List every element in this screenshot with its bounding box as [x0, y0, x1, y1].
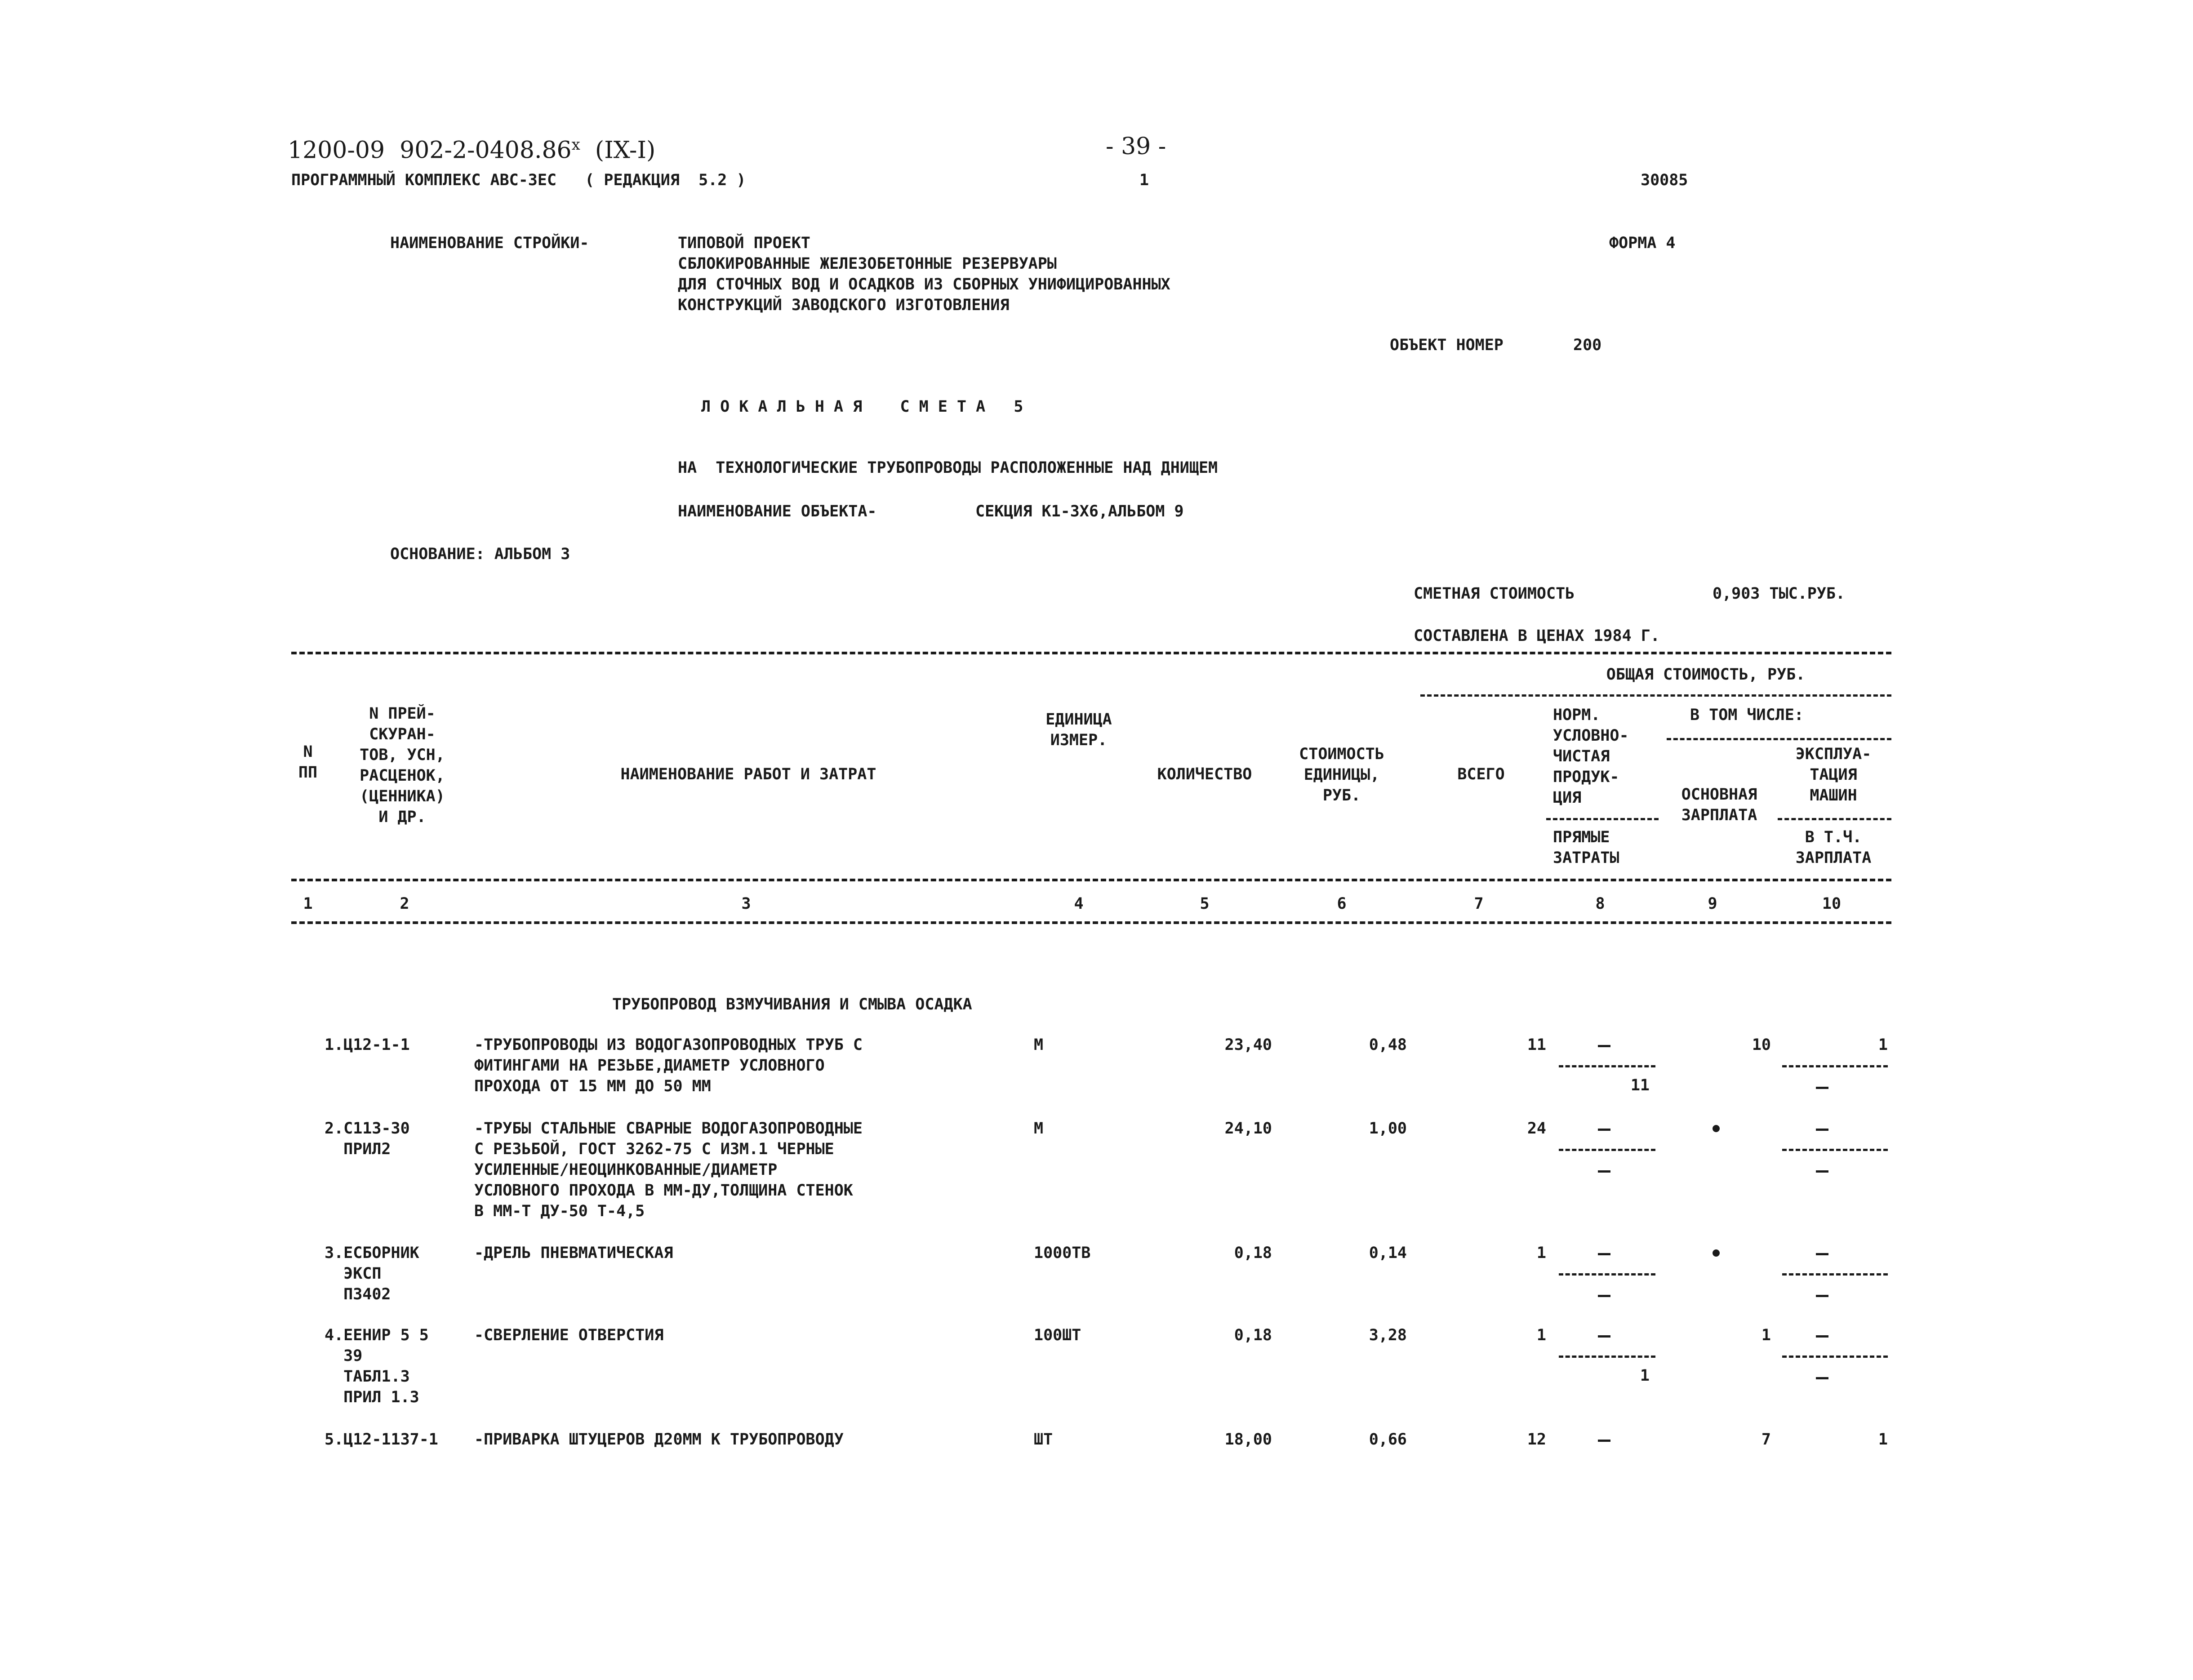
page-number: - 39 - [1106, 133, 1166, 160]
program-line: ПРОГРАММНЫЙ КОМПЛЕКС АВС-3ЕС ( РЕДАКЦИЯ 5.2 ) [291, 171, 746, 189]
column-header-name: НАИМЕНОВАНИЕ РАБОТ И ЗАТРАТ [620, 765, 876, 783]
row-qty: 0,18 [1234, 1244, 1272, 1262]
row-name: -ДРЕЛЬ ПНЕВМАТИЧЕСКАЯ [474, 1244, 673, 1262]
row-price: 3,28 [1369, 1326, 1407, 1344]
column-number: 1 [303, 895, 313, 913]
machine-divider [1782, 1065, 1888, 1067]
row-name: -ПРИВАРКА ШТУЦЕРОВ Д20ММ К ТРУБОПРОВОДУ [474, 1431, 844, 1449]
cost-value: 0,903 ТЫС.РУБ. [1713, 585, 1846, 603]
column-number: 3 [741, 895, 751, 913]
row-price: 0,14 [1369, 1244, 1407, 1262]
row-total: 1 [1536, 1326, 1546, 1344]
column-number: 7 [1474, 895, 1484, 913]
norm-direct-divider [1559, 1356, 1655, 1358]
machine-salary-empty-mark [1816, 1377, 1828, 1379]
row-salary: 10 [1752, 1036, 1771, 1054]
column-header-incl: В ТОМ ЧИСЛЕ: [1690, 706, 1804, 724]
machine-divider [1782, 1149, 1888, 1151]
row-unit: М [1034, 1120, 1044, 1138]
row-unit: 1000ТВ [1034, 1244, 1091, 1262]
column-header-total-group: ОБЩАЯ СТОИМОСТЬ, РУБ. [1606, 666, 1806, 684]
header-bottom-rule [291, 879, 1891, 881]
object-label: ОБЪЕКТ НОМЕР [1390, 336, 1504, 354]
row-unit: М [1034, 1036, 1044, 1054]
column-header-norm: НОРМ. УСЛОВНО- ЧИСТАЯ ПРОДУК- ЦИЯ [1553, 706, 1629, 807]
column-header-price: СТОИМОСТЬ ЕДИНИЦЫ, РУБ. [1299, 745, 1384, 804]
norm-direct-rule [1546, 818, 1659, 820]
column-numbers-rule [291, 921, 1891, 924]
row-qty: 23,40 [1224, 1036, 1272, 1054]
row-code: 1.Ц12-1-1 [325, 1036, 410, 1054]
row-qty: 0,18 [1234, 1326, 1272, 1344]
column-number: 6 [1337, 895, 1347, 913]
row-code: 3.ЕСБОРНИК ЭКСП П3402 [325, 1244, 419, 1303]
column-header-total: ВСЕГО [1457, 765, 1505, 783]
incl-header-rule [1667, 738, 1891, 740]
row-machine: 1 [1878, 1036, 1888, 1054]
row-salary: 7 [1761, 1431, 1771, 1449]
direct-empty-mark [1598, 1295, 1610, 1297]
prices-note: СОСТАВЛЕНА В ЦЕНАХ 1984 Г. [1414, 627, 1660, 645]
form-label: ФОРМА 4 [1609, 234, 1676, 252]
norm-empty-mark [1598, 1440, 1610, 1442]
salary-empty-dot [1713, 1249, 1720, 1257]
direct-empty-mark [1598, 1170, 1610, 1173]
norm-direct-divider [1559, 1065, 1655, 1067]
row-name: -СВЕРЛЕНИЕ ОТВЕРСТИЯ [474, 1326, 664, 1344]
row-code: 5.Ц12-1137-1 [325, 1431, 438, 1449]
object-name-label: НАИМЕНОВАНИЕ ОБЪЕКТА- [678, 502, 877, 520]
column-number: 2 [400, 895, 409, 913]
column-number: 4 [1074, 895, 1084, 913]
cost-label: СМЕТНАЯ СТОИМОСТЬ [1414, 585, 1575, 603]
column-header-no: N ПП [298, 743, 318, 782]
norm-direct-divider [1559, 1149, 1655, 1151]
row-total: 1 [1536, 1244, 1546, 1262]
basis: ОСНОВАНИЕ: АЛЬБОМ 3 [390, 545, 570, 563]
row-price: 0,48 [1369, 1036, 1407, 1054]
column-header-machine-salary: В Т.Ч. ЗАРПЛАТА [1795, 828, 1872, 867]
total-header-rule [1420, 694, 1891, 697]
row-name: -ТРУБЫ СТАЛЬНЫЕ СВАРНЫЕ ВОДОГАЗОПРОВОДНЫЕ С РЕЗЬБОЙ, ГОСТ 3262-75 С ИЗМ.1 ЧЕРНЫЕ УСИЛЕННЫЕ/НЕОЦИНКОВАННЫЕ/ДИАМЕТР УСЛОВНОГО ПРОХОДА В ММ-ДУ,ТОЛЩИНА СТЕНОК В ММ-Т ДУ-50 Т-4,5 [474, 1120, 863, 1220]
column-header-unit: ЕДИНИЦА ИЗМЕР. [1045, 711, 1112, 749]
machine-salary-rule [1778, 818, 1891, 820]
machine-salary-empty-mark [1816, 1170, 1828, 1173]
row-name: -ТРУБОПРОВОДЫ ИЗ ВОДОГАЗОПРОВОДНЫХ ТРУБ С ФИТИНГАМИ НА РЕЗЬБЕ,ДИАМЕТР УСЛОВНОГО ПРОХОДА ОТ 15 ММ ДО 50 ММ [474, 1036, 863, 1095]
norm-empty-mark [1598, 1335, 1610, 1338]
machine-salary-empty-mark [1816, 1087, 1828, 1089]
row-unit: 100ШТ [1034, 1326, 1081, 1344]
object-name: СЕКЦИЯ К1-3Х6,АЛЬБОМ 9 [975, 502, 1184, 520]
row-qty: 24,10 [1224, 1120, 1272, 1138]
salary-empty-dot [1713, 1125, 1720, 1132]
document-code: 1200-09 902-2-0408.86$^x$ (IX-I) [288, 136, 656, 164]
machine-divider [1782, 1356, 1888, 1358]
row-direct: 1 [1640, 1367, 1650, 1385]
column-header-machine: ЭКСПЛУА- ТАЦИЯ МАШИН [1795, 745, 1872, 804]
column-header-code: N ПРЕЙ- СКУРАН- ТОВ, УСН, РАСЦЕНОК, (ЦЕННИКА) И ДР. [360, 705, 445, 826]
row-code: 4.ЕЕНИР 5 5 39 ТАБЛ1.3 ПРИЛ 1.3 [325, 1326, 429, 1406]
machine-salary-empty-mark [1816, 1295, 1828, 1297]
column-number: 9 [1708, 895, 1717, 913]
construction-name: ТИПОВОЙ ПРОЕКТ СБЛОКИРОВАННЫЕ ЖЕЛЕЗОБЕТОННЫЕ РЕЗЕРВУАРЫ ДЛЯ СТОЧНЫХ ВОД И ОСАДКОВ ИЗ СБОРНЫХ УНИФИЦИРОВАННЫХ КОНСТРУКЦИЙ ЗАВОДСКОГО ИЗГОТОВЛЕНИЯ [678, 234, 1170, 314]
machine-divider [1782, 1273, 1888, 1276]
norm-direct-divider [1559, 1273, 1655, 1276]
program-id: 30085 [1641, 171, 1688, 189]
section-title: ТРУБОПРОВОД ВЗМУЧИВАНИЯ И СМЫВА ОСАДКА [612, 996, 972, 1013]
row-total: 24 [1527, 1120, 1546, 1138]
column-header-salary: ОСНОВНАЯ ЗАРПЛАТА [1681, 786, 1757, 824]
row-total: 12 [1527, 1431, 1546, 1449]
row-direct: 11 [1630, 1076, 1650, 1094]
row-machine: 1 [1878, 1431, 1888, 1449]
column-number: 8 [1595, 895, 1605, 913]
column-header-direct: ПРЯМЫЕ ЗАТРАТЫ [1553, 828, 1619, 867]
column-number: 10 [1822, 895, 1842, 913]
object-number: 200 [1573, 336, 1602, 354]
machine-empty-mark [1816, 1253, 1828, 1255]
machine-empty-mark [1816, 1335, 1828, 1338]
norm-empty-mark [1598, 1045, 1610, 1047]
norm-empty-mark [1598, 1129, 1610, 1131]
column-number: 5 [1200, 895, 1210, 913]
row-qty: 18,00 [1224, 1431, 1272, 1449]
table-top-rule [291, 652, 1891, 654]
construction-label: НАИМЕНОВАНИЕ СТРОЙКИ- [390, 234, 589, 252]
norm-empty-mark [1598, 1253, 1610, 1255]
row-price: 1,00 [1369, 1120, 1407, 1138]
row-price: 0,66 [1369, 1431, 1407, 1449]
estimate-subject: НА ТЕХНОЛОГИЧЕСКИЕ ТРУБОПРОВОДЫ РАСПОЛОЖЕННЫЕ НАД ДНИЩЕМ [678, 459, 1218, 477]
row-salary: 1 [1761, 1326, 1771, 1344]
machine-empty-mark [1816, 1129, 1828, 1131]
column-header-qty: КОЛИЧЕСТВО [1157, 765, 1252, 783]
estimate-title: Л О К А Л Ь Н А Я С М Е Т А 5 [701, 398, 1023, 416]
row-unit: ШТ [1034, 1431, 1053, 1449]
row-total: 11 [1527, 1036, 1546, 1054]
row-code: 2.С113-30 ПРИЛ2 [325, 1120, 410, 1158]
program-number: 1 [1139, 171, 1149, 189]
